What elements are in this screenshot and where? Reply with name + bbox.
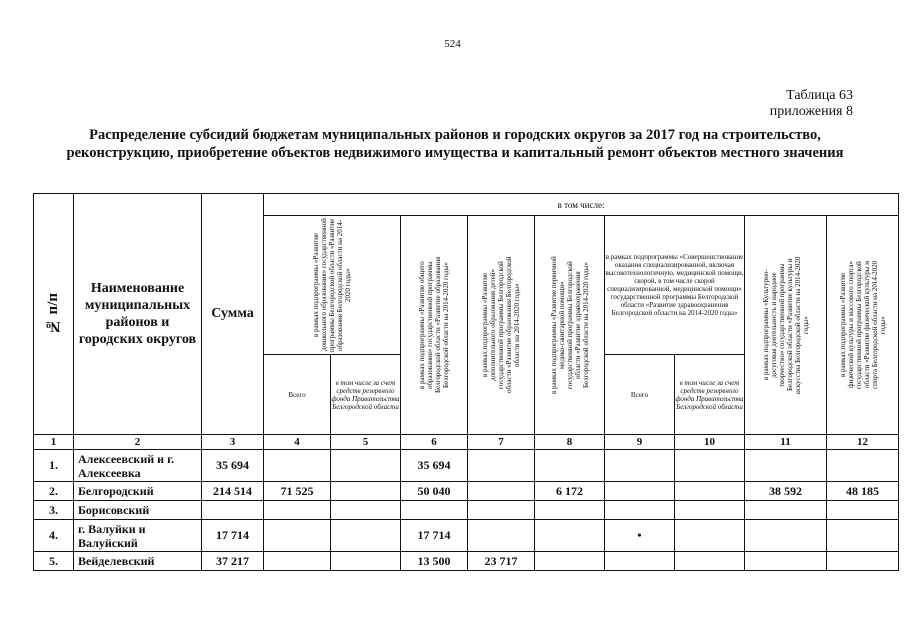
header-including: в том числе: [264, 194, 899, 216]
header-col8 [535, 216, 605, 435]
row-name: Борисовский [74, 501, 202, 520]
row-cell [468, 501, 535, 520]
row-cell [468, 450, 535, 482]
row-cell [202, 501, 264, 520]
header-col4: Всего [264, 355, 331, 435]
column-number-row [34, 435, 899, 450]
row-cell: 17 714 [202, 520, 264, 552]
column-number: 5 [331, 435, 401, 450]
subsidy-table [33, 193, 899, 571]
column-number: 12 [827, 435, 899, 450]
table-row [34, 482, 899, 501]
row-index: 3. [34, 501, 74, 520]
table-row [34, 520, 899, 552]
column-number: 11 [745, 435, 827, 450]
row-cell [264, 520, 331, 552]
column-number: 9 [605, 435, 675, 450]
row-cell [675, 552, 745, 571]
header-col12-text: в рамках подпрограммы «Развитие физической культуры и массового спорта» государственной программы Белгородской области «Развитие физической культуры и спорта Белгородской области на 2014-2020 годы» [838, 260, 887, 390]
table-label [770, 88, 853, 120]
row-cell [535, 450, 605, 482]
row-cell [331, 450, 401, 482]
row-cell [264, 450, 331, 482]
row-cell [745, 552, 827, 571]
row-index: 5. [34, 552, 74, 571]
header-col8-text: в рамках подпрограммы «Развитие первичной медико-санитарной помощи» государственной программы Белгородской области «Развитие здравоохранения Белгородской области на 2014-2020 годы» [549, 256, 590, 394]
row-cell [745, 501, 827, 520]
row-cell [827, 552, 899, 571]
table-row [34, 450, 899, 482]
row-cell [535, 501, 605, 520]
header-col4-5-group [264, 216, 401, 355]
header-col9: Всего [605, 355, 675, 435]
row-name: Алексеевский и г. Алексеевка [74, 450, 202, 482]
header-col10: в том числе за счет средств резервного фонда Правительства Белгородской области [675, 355, 745, 435]
row-cell [468, 520, 535, 552]
header-col7-text: в рамках подпрограммы «Развитие дополнительного образования детей» государственной программы Белгородской области «Развитие образования Белгородской области на 2014-2020 годы» [481, 256, 521, 394]
column-number: 1 [34, 435, 74, 450]
row-cell: 71 525 [264, 482, 331, 501]
column-number: 8 [535, 435, 605, 450]
header-index [34, 194, 74, 435]
row-cell: 48 185 [827, 482, 899, 501]
row-cell [468, 482, 535, 501]
row-cell [745, 450, 827, 482]
row-name: Белгородский [74, 482, 202, 501]
row-cell: • [605, 520, 675, 552]
page-number: 524 [444, 38, 461, 50]
column-number: 2 [74, 435, 202, 450]
row-cell: 37 217 [202, 552, 264, 571]
row-cell [827, 450, 899, 482]
table-label-line: Таблица 63 [786, 88, 853, 103]
row-cell [605, 501, 675, 520]
row-cell [827, 520, 899, 552]
row-cell [675, 450, 745, 482]
row-cell: 35 694 [401, 450, 468, 482]
row-index: 4. [34, 520, 74, 552]
row-cell: 50 040 [401, 482, 468, 501]
row-cell: 17 714 [401, 520, 468, 552]
row-cell [675, 501, 745, 520]
header-name: Наименование муниципальных районов и городских округов [74, 194, 202, 435]
row-cell: 214 514 [202, 482, 264, 501]
header-index-text: № п/п [45, 293, 61, 335]
header-col4-5-group-text: в рамках подпрограммы «Развитие дошкольного образования» государственной программы Белгородской области «Развитие образования Белгородской области на 2014-2020 годы» [312, 218, 352, 352]
row-cell [675, 482, 745, 501]
header-col6-text: в рамках подпрограммы «Развитие общего образования» государственной программы Белгородской области «Развитие образования Белгородской области на 2014-2020 годы» [418, 256, 450, 394]
row-index: 2. [34, 482, 74, 501]
header-col5: в том числе за счет средств резервного фонда Правительства Белгородской области [331, 355, 401, 435]
row-cell [535, 552, 605, 571]
column-number: 4 [264, 435, 331, 450]
row-cell [401, 501, 468, 520]
header-col6 [401, 216, 468, 435]
row-cell [605, 482, 675, 501]
row-cell [827, 501, 899, 520]
row-cell [535, 520, 605, 552]
row-cell: 35 694 [202, 450, 264, 482]
row-index: 1. [34, 450, 74, 482]
row-name: г. Валуйки и Валуйский [74, 520, 202, 552]
column-number: 3 [202, 435, 264, 450]
row-cell [331, 482, 401, 501]
title-line: Распределение субсидий бюджетам муниципальных районов и городских округов за 2017 год на строительство, [89, 127, 821, 143]
title-line: реконструкцию, приобретение объектов недвижимого имущества и капитальный ремонт объектов местного значения [66, 145, 844, 161]
table-row [34, 501, 899, 520]
row-cell [675, 520, 745, 552]
row-cell [331, 552, 401, 571]
row-cell [605, 450, 675, 482]
row-cell [264, 552, 331, 571]
table-label-line: приложения 8 [769, 104, 853, 119]
row-cell [605, 552, 675, 571]
row-cell: 23 717 [468, 552, 535, 571]
header-sum: Сумма [202, 194, 264, 435]
table-row [34, 552, 899, 571]
row-cell: 13 500 [401, 552, 468, 571]
row-cell: 6 172 [535, 482, 605, 501]
row-cell [331, 501, 401, 520]
column-number: 7 [468, 435, 535, 450]
column-number: 6 [401, 435, 468, 450]
document-title [40, 126, 870, 162]
header-col9-10-group: в рамках подпрограммы «Совершенствование оказания специализированной, включая высокотехнологичную, медицинской помощи, скорой, в том числе скорой специализированной, медицинской помощи» государственной программы Белгородской области «Развитие здравоохранения Белгородской области на 2014-2020 годы» [605, 216, 745, 355]
row-cell [264, 501, 331, 520]
header-col11-text: в рамках подпрограммы «Культурно-досуговая деятельность и народное творчество» государственной программы Белгородской области «Развитие культуры и искусства Белгородской области на 2014-2020 годы» [761, 256, 810, 394]
header-col12 [827, 216, 899, 435]
header-col11 [745, 216, 827, 435]
column-number: 10 [675, 435, 745, 450]
row-name: Вейделевский [74, 552, 202, 571]
row-cell [331, 520, 401, 552]
header-col7 [468, 216, 535, 435]
row-cell [745, 520, 827, 552]
row-cell: 38 592 [745, 482, 827, 501]
